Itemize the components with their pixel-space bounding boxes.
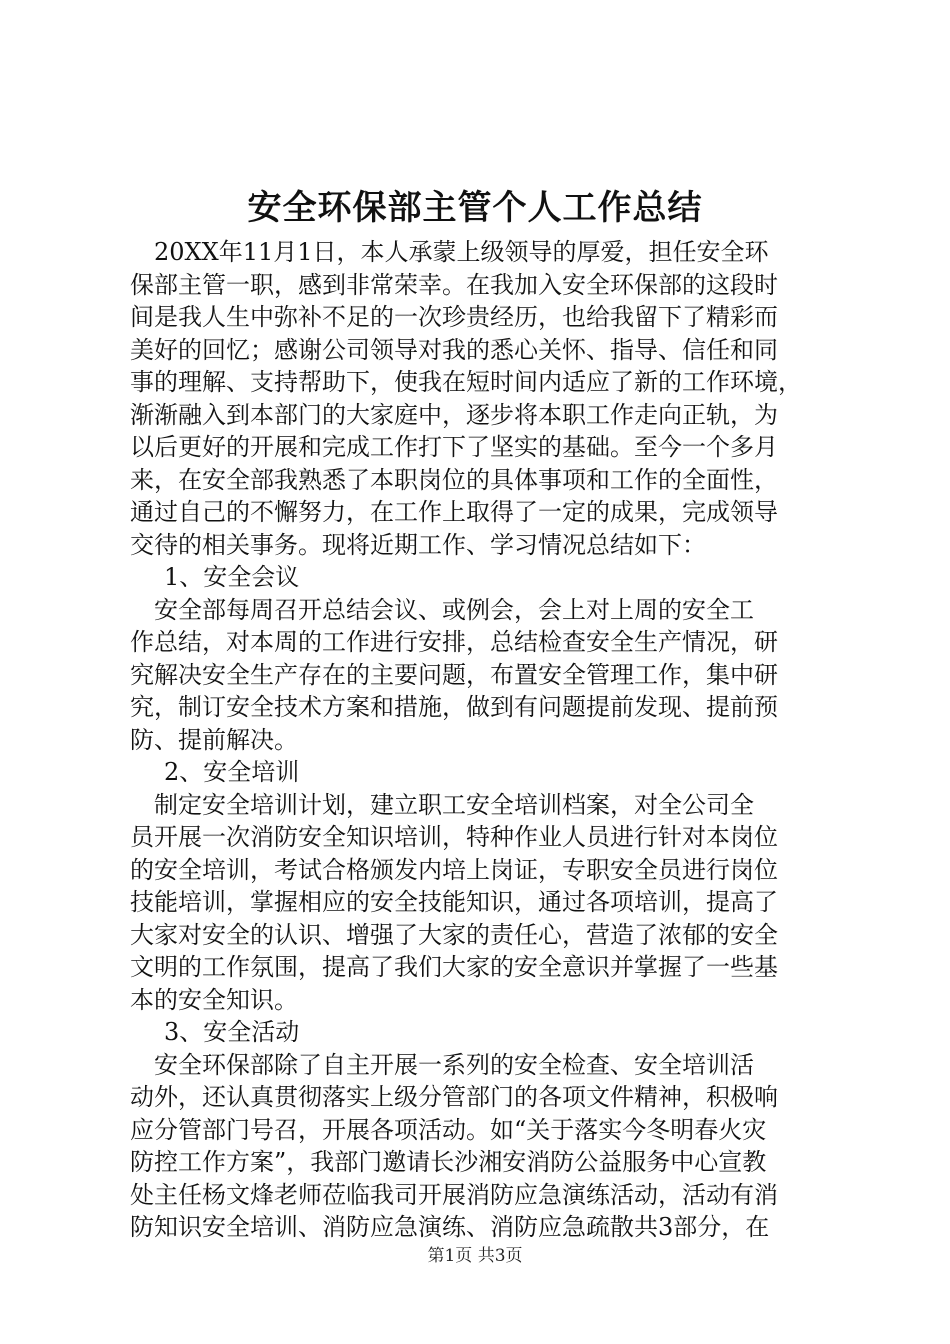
- body-line: 保部主管一职，感到非常荣幸。在我加入安全环保部的这段时: [130, 270, 778, 299]
- section-heading-3: 3、安全活动: [164, 1018, 300, 1046]
- body-line: 究解决安全生产存在的主要问题，布置安全管理工作，集中研: [130, 660, 778, 689]
- body-line: 技能培训，掌握相应的安全技能知识，通过各项培训，提高了: [130, 888, 778, 916]
- page-number-footer: 第1页 共3页: [427, 1246, 523, 1266]
- body-line: 大家对安全的认识、增强了大家的责任心，营造了浓郁的安全: [130, 920, 778, 949]
- body-line: 员开展一次消防安全知识培训，特种作业人员进行针对本岗位: [130, 823, 778, 851]
- body-line: 交待的相关事务。现将近期工作、学习情况总结如下：: [130, 530, 706, 559]
- body-line: 事的理解、支持帮助下，使我在短时间内适应了新的工作环境，: [130, 368, 802, 396]
- body-line: 本的安全知识。: [130, 985, 298, 1014]
- body-line: 的安全培训，考试合格颁发内培上岗证，专职安全员进行岗位: [130, 855, 778, 884]
- body-line: 处主任杨文烽老师莅临我司开展消防应急演练活动，活动有消: [130, 1180, 778, 1209]
- body-line: 美好的回忆；感谢公司领导对我的悉心关怀、指导、信任和同: [130, 335, 778, 364]
- body-line: 文明的工作氛围，提高了我们大家的安全意识并掌握了一些基: [130, 953, 778, 981]
- body-line: 安全环保部除了自主开展一系列的安全检查、安全培训活: [130, 1050, 754, 1079]
- body-line: 防知识安全培训、消防应急演练、消防应急疏散共3部分，在: [130, 1213, 770, 1241]
- document-title: 安全环保部主管个人工作总结: [247, 188, 703, 228]
- body-line: 间是我人生中弥补不足的一次珍贵经历，也给我留下了精彩而: [130, 303, 778, 331]
- document-body: [130, 236, 830, 1244]
- body-line: 制定安全培训计划，建立职工安全培训档案，对全公司全: [130, 790, 754, 819]
- body-line: 20XX年11月1日，本人承蒙上级领导的厚爱，担任安全环: [130, 238, 769, 266]
- body-line: 动外，还认真贯彻落实上级分管部门的各项文件精神，积极响: [130, 1083, 778, 1111]
- body-line: 防、提前解决。: [130, 725, 298, 754]
- body-line: 作总结，对本周的工作进行安排，总结检查安全生产情况，研: [130, 628, 778, 656]
- body-line: 渐渐融入到本部门的大家庭中，逐步将本职工作走向正轨，为: [130, 400, 778, 429]
- section-heading-1: 1、安全会议: [164, 563, 300, 591]
- body-line: 以后更好的开展和完成工作打下了坚实的基础。至今一个多月: [130, 433, 778, 461]
- body-line: 究，制订安全技术方案和措施，做到有问题提前发现、提前预: [130, 693, 778, 721]
- section-heading-2: 2、安全培训: [164, 758, 300, 786]
- body-line: 防控工作方案”，我部门邀请长沙湘安消防公益服务中心宣教: [130, 1148, 767, 1176]
- body-line: 应分管部门号召，开展各项活动。如“关于落实今冬明春火灾: [130, 1115, 767, 1144]
- body-line: 来，在安全部我熟悉了本职岗位的具体事项和工作的全面性，: [130, 465, 778, 494]
- body-line: 安全部每周召开总结会议、或例会，会上对上周的安全工: [130, 595, 754, 624]
- body-line: 通过自己的不懈努力，在工作上取得了一定的成果，完成领导: [130, 498, 778, 526]
